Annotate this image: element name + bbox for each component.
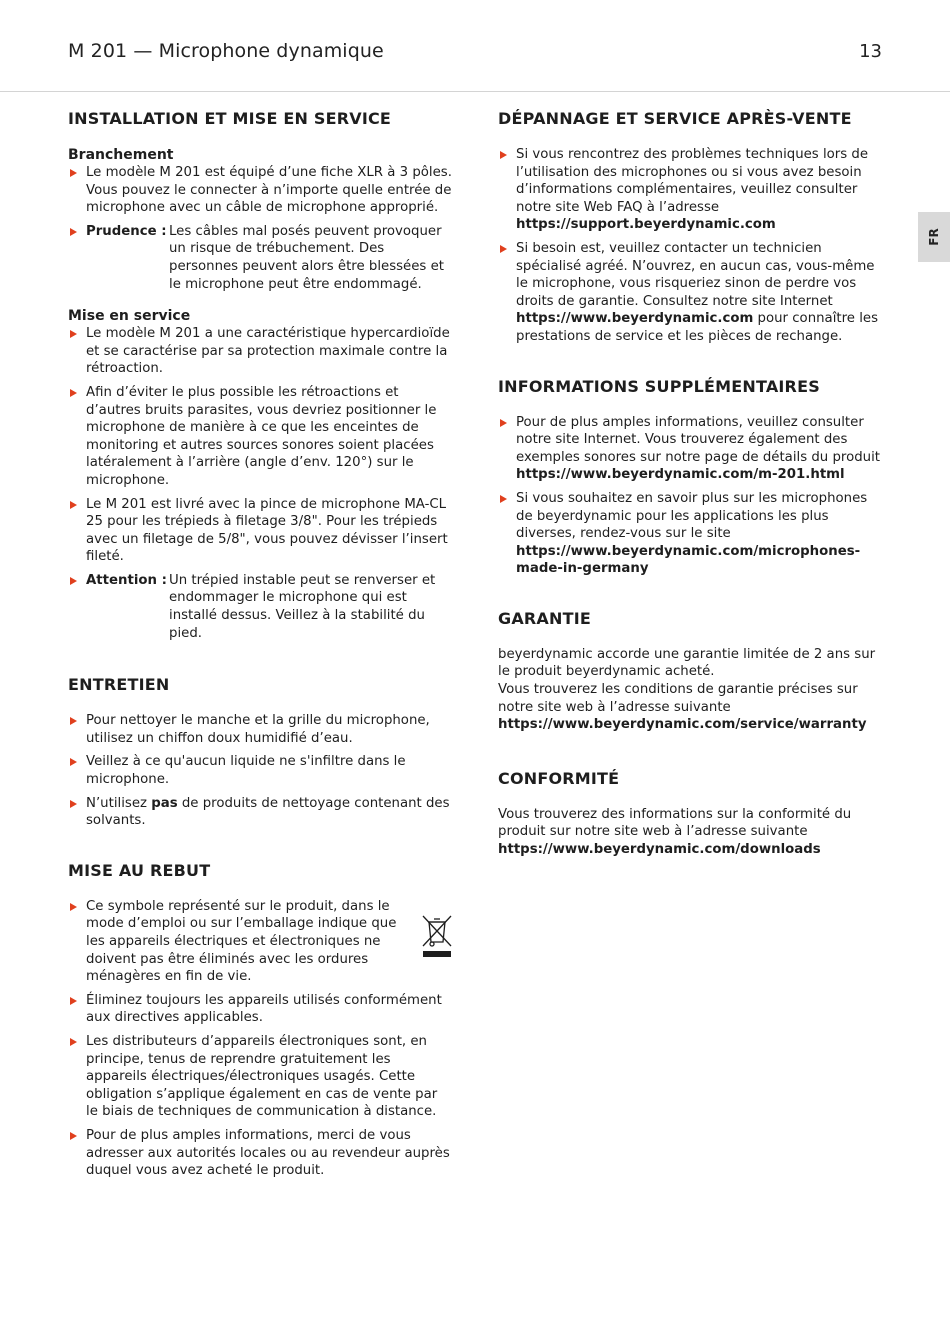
- language-label: FR: [927, 228, 941, 246]
- item-text: Vous trouverez des informations sur la conformité du produit sur notre site web à l’adresse suivante: [498, 806, 852, 840]
- list-item: Le modèle M 201 est équipé d’une fiche XLR à 3 pôles. Vous pouvez le connecter à n’importe quelle entrée de microphone avec un câble de microphone approprié.: [68, 164, 452, 217]
- installation-heading: INSTALLATION ET MISE EN SERVICE: [68, 109, 392, 128]
- item-text: Pour de plus amples informations, veuillez consulter notre site Internet. Vous trouverez également des exemples sonores sur notre page de détails du produit: [516, 414, 880, 465]
- right-column: [498, 108, 882, 859]
- list-item: Veillez à ce qu'aucun liquide ne s'infiltre dans le microphone.: [68, 753, 452, 788]
- page-header: [0, 0, 950, 92]
- attention-text: Un trépied instable peut se renverser et endommager le microphone qui est installé dessus. Veillez à la stabilité du pied.: [169, 572, 436, 641]
- branchement-list: [68, 164, 452, 293]
- list-item: [498, 490, 882, 578]
- depannage-heading: DÉPANNAGE ET SERVICE APRÈS-VENTE: [498, 109, 852, 128]
- garantie-text: beyerdynamic accorde une garantie limitée de 2 ans sur le produit beyerdynamic acheté.: [498, 646, 876, 680]
- garantie-body: [498, 646, 882, 734]
- website-link[interactable]: https://www.beyerdynamic.com: [516, 311, 754, 327]
- list-item: Le M 201 est livré avec la pince de microphone MA-CL 25 pour les trépieds à filetage 3/8". Pour les trépieds avec un filetage de 5/8", vous pouvez dévisser l’insert fileté.: [68, 496, 452, 566]
- item-emphasis: pas: [151, 795, 178, 811]
- warranty-link[interactable]: https://www.beyerdynamic.com/service/warranty: [498, 717, 867, 733]
- list-item: Ce symbole représenté sur le produit, dans le mode d’emploi ou sur l’emballage indique que les appareils électriques et électroniques ne doivent pas être éliminés avec les ordures ménagères en fin de vie.: [68, 898, 452, 986]
- item-text: Si vous souhaitez en savoir plus sur les microphones de beyerdynamic pour les applications les plus diverses, rendez-vous sur le site: [516, 490, 868, 542]
- list-item: Pour nettoyer le manche et la grille du microphone, utilisez un chiffon doux humidifié d’eau.: [68, 712, 452, 747]
- prudence-text: Les câbles mal posés peuvent provoquer un risque de trébuchement. Des personnes peuvent alors être blessées et le microphone peut être endommagé.: [169, 223, 444, 292]
- garantie-heading: GARANTIE: [498, 608, 592, 628]
- list-item: Afin d’éviter le plus possible les rétroactions et d’autres bruits parasites, vous devriez positionner le microphone de manière à ce que les enceintes de monitoring et autres sources sonores soient placées latéralement à l’arrière (angle d’env. 120°) sur le microphone.: [68, 384, 452, 490]
- page-title: M 201 — Microphone dynamique: [68, 40, 384, 62]
- list-item: [498, 240, 882, 346]
- prudence-label: Prudence :: [86, 223, 167, 239]
- prudence-note: [68, 223, 452, 293]
- attention-label: Attention :: [86, 572, 167, 588]
- informations-list: [498, 414, 882, 578]
- mise-en-service-list: [68, 325, 452, 642]
- downloads-link[interactable]: https://www.beyerdynamic.com/downloads: [498, 842, 821, 858]
- microphones-link[interactable]: https://www.beyerdynamic.com/microphones-made-in-germany: [516, 543, 861, 577]
- list-item: [498, 414, 882, 484]
- product-page-link[interactable]: https://www.beyerdynamic.com/m-201.html: [516, 467, 845, 483]
- rebut-block: [68, 898, 452, 1180]
- item-text: N’utilisez: [86, 795, 152, 811]
- page-number: 13: [859, 41, 882, 62]
- support-link[interactable]: https://support.beyerdynamic.com: [516, 217, 776, 233]
- item-text: de produits de nettoyage contenant des solvants.: [86, 795, 450, 829]
- item-text: Si besoin est, veuillez contacter un technicien spécialisé agréé. N’ouvrez, en aucun cas, vous-même le microphone, vous risqueriez sinon de perdre vos droits de garantie. Consultez notre site Internet: [516, 240, 875, 309]
- attention-note: [68, 572, 452, 642]
- left-column: [68, 108, 452, 1186]
- item-text: pour connaître les prestations de service et les pièces de rechange.: [516, 311, 878, 344]
- list-item: Éliminez toujours les appareils utilisés conformément aux directives applicables.: [68, 992, 452, 1027]
- entretien-list: [68, 712, 452, 830]
- conformite-text: [498, 806, 882, 859]
- depannage-list: [498, 146, 882, 346]
- list-item: [498, 146, 882, 234]
- conformite-heading: CONFORMITÉ: [498, 768, 620, 788]
- mise-au-rebut-heading: MISE AU REBUT: [68, 860, 211, 880]
- list-item: Le modèle M 201 a une caractéristique hypercardioïde et se caractérise par sa protection maximale contre la rétroaction.: [68, 325, 452, 378]
- item-text: Vous trouverez les conditions de garantie précises sur notre site web à l’adresse suivante: [498, 682, 858, 715]
- list-item: Les distributeurs d’appareils électroniques sont, en principe, tenus de reprendre gratuitement les appareils électriques/électroniques usagés. Cette obligation s’applique également en cas de vente par le biais de techniques de communication à distance.: [68, 1033, 452, 1121]
- entretien-heading: ENTRETIEN: [68, 675, 170, 695]
- informations-heading: INFORMATIONS SUPPLÉMENTAIRES: [498, 376, 820, 396]
- list-item: Pour de plus amples informations, merci de vous adresser aux autorités locales ou au revendeur auprès duquel vous avez acheté le produit.: [68, 1127, 452, 1180]
- rebut-list: [68, 898, 452, 1180]
- branchement-heading: Branchement: [68, 147, 174, 163]
- list-item: [68, 795, 452, 830]
- item-text: Si vous rencontrez des problèmes techniques lors de l’utilisation des microphones ou si vous avez besoin d’informations complémentaires, veuillez consulter notre site Web FAQ à l’adresse: [516, 147, 869, 215]
- mise-en-service-heading: Mise en service: [68, 308, 191, 325]
- language-tab: [918, 212, 950, 262]
- garantie-conditions: [498, 681, 882, 734]
